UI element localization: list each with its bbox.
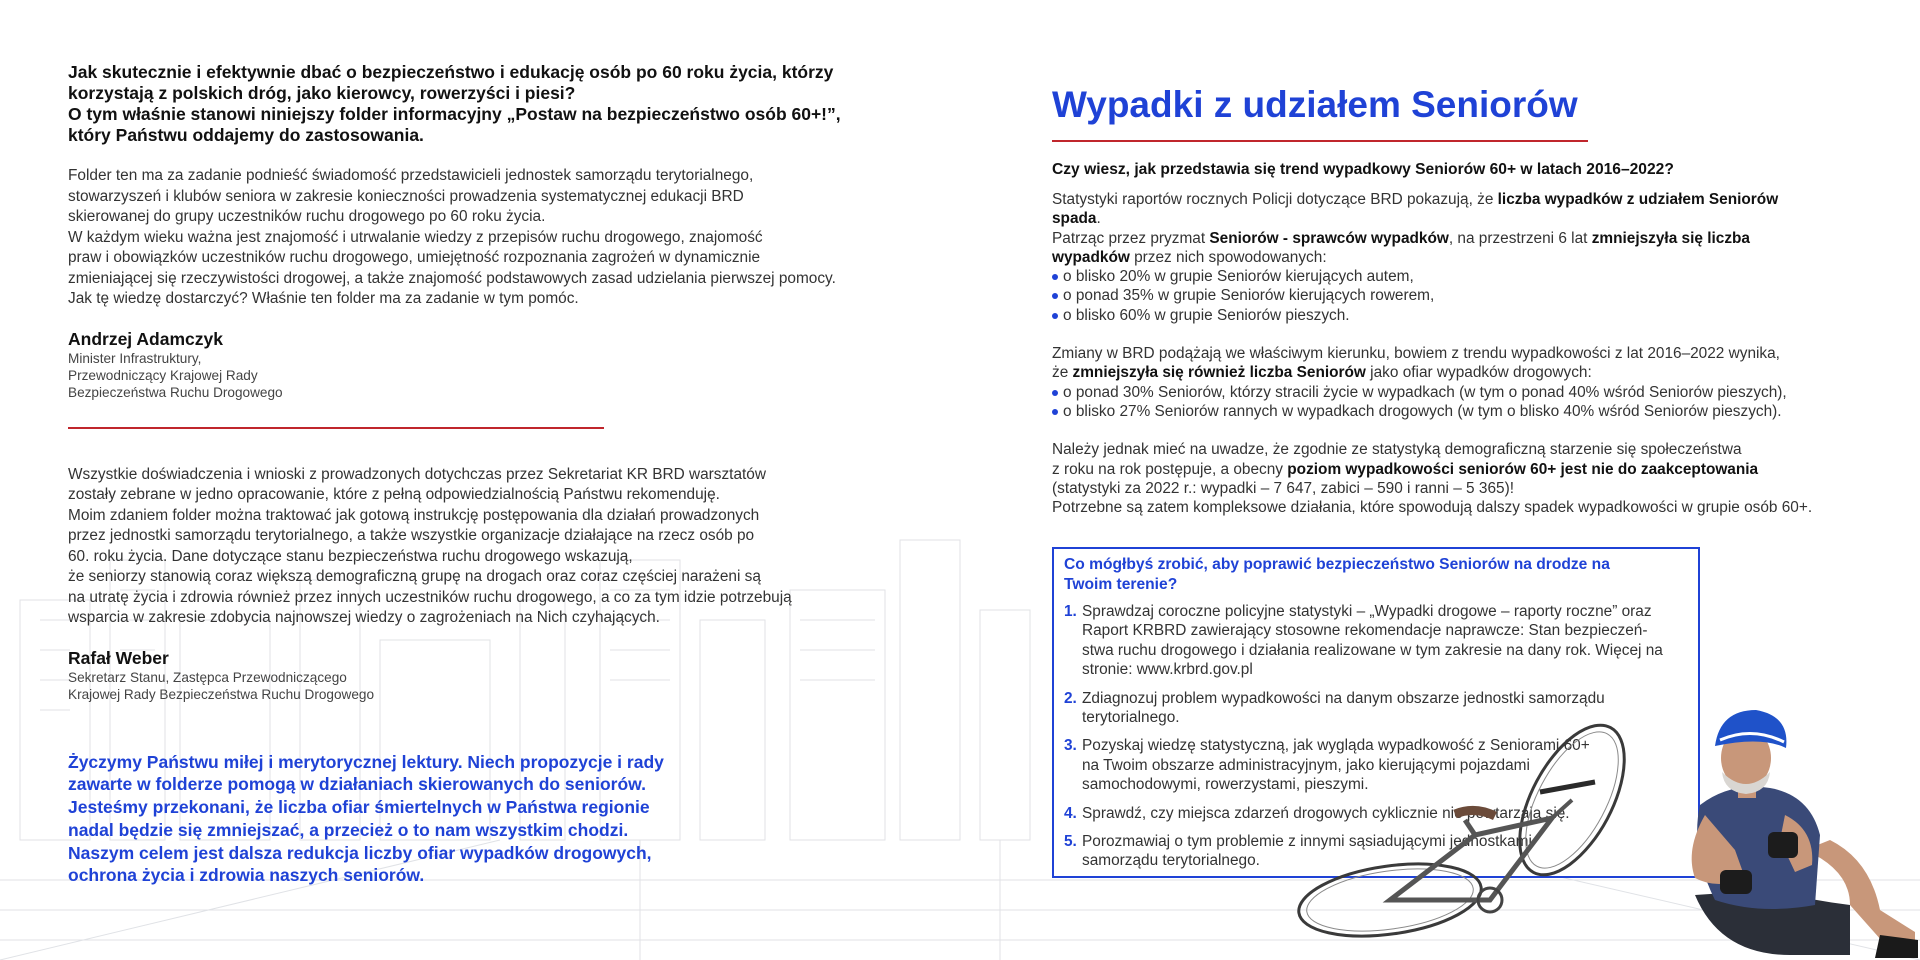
emphasis: liczba wypadków z udziałem Seniorów: [1497, 191, 1779, 208]
signer-title: Sekretarz Stanu, Zastępca Przewodniczącego: [68, 669, 347, 685]
bullet-list-perpetrators: [1052, 267, 1832, 325]
text-line: stronie: www.krbrd.gov.pl: [1082, 661, 1253, 679]
demographics-paragraph: [1052, 440, 1832, 517]
bullet-list-victims: [1052, 383, 1832, 422]
emphasis: poziom wypadkowości seniorów 60+ jest nie do zaakceptowania: [1287, 460, 1759, 478]
text-line: że seniorzy stanowią coraz większą demograficzną grupę na drogach oraz coraz częściej narażeni są: [68, 568, 761, 585]
left-page: [68, 62, 908, 887]
text-line: Moim zdaniem folder można traktować jak gotową instrukcję postępowania dla działań prowadzonych: [68, 506, 760, 524]
text-line: Jak tę wiedzę dostarczyć? Właśnie ten folder ma za zadanie w tym pomóc.: [68, 290, 579, 307]
injured-cyclist-illustration: [1290, 700, 1920, 960]
emphasis: Seniorów - sprawców wypadków: [1209, 229, 1449, 247]
senior-cyclist-figure: [1692, 710, 1918, 958]
wishes-line: Jesteśmy przekonani, że liczba ofiar śmiertelnych w Państwa regionie: [68, 797, 650, 818]
statistics-text: [1052, 190, 1832, 517]
intro-line: który Państwu oddajemy do zastosowania.: [68, 125, 424, 145]
emphasis: zmniejszyła się liczba: [1591, 229, 1750, 247]
text-line: samorządu terytorialnego.: [1082, 852, 1260, 870]
text-line: wsparcia w zakresie zdobycia najnowszej wiedzy o zagrożeniach na Nich czyhających.: [68, 609, 660, 626]
closing-wishes: [68, 751, 748, 888]
text-line: Sprawdź, czy miejsca zdarzeń drogowych cyklicznie nie powtarzają się.: [1082, 804, 1570, 822]
text-line: W każdym wieku ważna jest znajomość i utrwalanie wiedzy z przepisów ruchu drogowego, znajomość: [68, 228, 763, 246]
signature-block-secretary: [68, 647, 908, 703]
text-span: że: [1052, 364, 1073, 382]
paragraph-folder-purpose: [68, 166, 908, 310]
bicycle-icon: [1294, 709, 1646, 947]
text-line: zmieniającej się rzeczywistości drogowej, a także znajomość podstawowych zasad udzielania pierwszej pomocy.: [68, 269, 836, 287]
text-span: Należy jednak mieć na uwadze, że zgodnie ze statystyką demograficzną starzenie się społeczeństwa: [1052, 441, 1742, 459]
text-line: skierowanej do grupy uczestników ruchu drogowego po 60 roku życia.: [68, 208, 546, 225]
text-line: terytorialnego.: [1082, 709, 1180, 727]
intro-line: korzystają z polskich dróg, jako kierowcy, rowerzyści i piesi?: [68, 83, 576, 103]
text-span: przez nich spowodowanych:: [1129, 248, 1327, 266]
text-line: na utratę życia i zdrowia również przez innych uczestników ruchu drogowego, a co za tym idzie potrzebują: [68, 588, 792, 606]
wishes-line: Życzymy Państwu miłej i merytorycznej lektury. Niech propozycje i rady: [68, 751, 664, 772]
text-span: Potrzebne są zatem kompleksowe działania, które spowodują dalszy spadek wypadkowości w grupie osób 60+.: [1052, 499, 1813, 517]
page-title: Wypadki z udziałem Seniorów: [1052, 84, 1578, 125]
text-line: Zdiagnozuj problem wypadkowości na danym obszarze jednostki samorządu: [1082, 689, 1605, 707]
text-span: .: [1096, 210, 1101, 228]
intro-line: Jak skutecznie i efektywnie dbać o bezpieczeństwo i edukację osób po 60 roku życia, którzy: [68, 62, 834, 82]
right-page: [1052, 82, 1832, 517]
text-line: Pozyskaj wiedzę statystyczną, jak wygląda wypadkowość z Seniorami 60+: [1082, 737, 1590, 755]
trend-paragraph: [1052, 344, 1832, 383]
text-span: , na przestrzeni 6 lat: [1448, 229, 1592, 247]
signer-title: Bezpieczeństwa Ruchu Drogowego: [68, 384, 283, 400]
emphasis: spada: [1052, 210, 1097, 228]
text-span: Patrząc przez pryzmat: [1052, 229, 1210, 247]
signature-block-minister: [68, 328, 908, 401]
text-line: 60. roku życia. Dane dotyczące stanu bezpieczeństwa ruchu drogowego wskazują,: [68, 547, 633, 565]
text-span: jako ofiar wypadków drogowych:: [1365, 364, 1592, 382]
item-number: 3.: [1064, 737, 1077, 755]
wishes-line: ochrona życia i zdrowia naszych seniorów.: [68, 865, 425, 886]
emphasis: wypadków: [1052, 248, 1130, 266]
item-number: 1.: [1064, 603, 1077, 620]
section-divider: [68, 427, 604, 429]
signer-title: Krajowej Rady Bezpieczeństwa Ruchu Drogowego: [68, 686, 375, 702]
title-line: Twoim terenie?: [1064, 575, 1178, 593]
text-line: Raport KRBRD zawierający stosowne rekomendacje naprawcze: Stan bezpieczeń-: [1082, 622, 1648, 640]
list-item: o blisko 20% w grupie Seniorów kierujących autem,: [1052, 267, 1832, 286]
text-span: Zmiany w BRD podążają we właściwym kierunku, bowiem z trendu wypadkowości z lat 2016–2022 wynika,: [1052, 345, 1780, 363]
text-line: praw i obowiązków uczestników ruchu drogowego, umiejętność rozpoznania zagrożeń w dynamicznie: [68, 249, 761, 266]
title-line: Co mógłbyś zrobić, aby poprawić bezpieczeństwo Seniorów na drodze na: [1064, 556, 1610, 573]
intro-heading: [68, 62, 908, 146]
intro-line: O tym właśnie stanowi niniejszy folder informacyjny „Postaw na bezpieczeństwo osób 60+!”,: [68, 104, 841, 124]
text-line: na Twoim obszarze administracyjnym, jako kierującymi pojazdami: [1082, 756, 1530, 774]
text-span: Statystyki raportów rocznych Policji dotyczące BRD pokazują, że: [1052, 191, 1498, 208]
signer-title: Minister Infrastruktury,: [68, 350, 202, 366]
text-line: samochodowymi, rowerzystami, pieszymi.: [1082, 776, 1369, 794]
text-line: zostały zebrane w jedno opracowanie, które z pełną odpowiedzialnością Państwu rekomenduję.: [68, 486, 720, 503]
item-number: 2.: [1064, 689, 1077, 707]
text-span: z roku na rok postępuje, a obecny: [1052, 460, 1288, 478]
text-line: Porozmawiaj o tym problemie z innymi sąsiadującymi jednostkami: [1082, 833, 1532, 851]
text-line: stwa ruchu drogowego i działania realizowane w tym zakresie na dany rok. Więcej na: [1082, 641, 1663, 659]
stats-paragraph: [1052, 190, 1832, 267]
list-item: o blisko 27% Seniorów rannych w wypadkach drogowych (w tym o blisko 40% wśród Seniorów pieszych).: [1052, 402, 1832, 421]
signer-name: Andrzej Adamczyk: [68, 328, 223, 349]
paragraph-recommendation: [68, 465, 908, 629]
wishes-line: zawarte w folderze pomogą w działaniach skierowanych do seniorów.: [68, 774, 646, 795]
title-underline: [1052, 140, 1588, 142]
signer-title: Przewodniczący Krajowej Rady: [68, 367, 258, 383]
checklist-title: [1064, 555, 1688, 594]
item-text: [1082, 602, 1688, 680]
checklist-item: [1064, 602, 1688, 680]
wishes-line: nadal będzie się zmniejszać, a przecież o to nam wszystkim chodzi.: [68, 819, 629, 840]
text-span: (statystyki za 2022 r.: wypadki – 7 647, zabici – 590 i ranni – 5 365)!: [1052, 479, 1514, 497]
text-line: Sprawdzaj coroczne policyjne statystyki – „Wypadki drogowe – raporty roczne” oraz: [1082, 603, 1652, 620]
list-item: o blisko 60% w grupie Seniorów pieszych.: [1052, 306, 1832, 325]
emphasis: zmniejszyła się również liczba Seniorów: [1072, 364, 1366, 382]
text-line: Folder ten ma za zadanie podnieść świadomość przedstawicieli jednostek samorządu terytorialnego,: [68, 167, 754, 184]
item-number: 5.: [1064, 833, 1077, 851]
text-line: przez jednostki samorządu terytorialnego, a także wszystkie organizacje działające na rzecz osób po: [68, 527, 755, 544]
text-line: stowarzyszeń i klubów seniora w zakresie konieczności prowadzenia systematycznej edukacji BRD: [68, 187, 744, 205]
text-line: Wszystkie doświadczenia i wnioski z prowadzonych dotychczas przez Sekretariat KR BRD warsztatów: [68, 465, 766, 483]
list-item: o ponad 35% w grupie Seniorów kierujących rowerem,: [1052, 286, 1832, 305]
trend-question: Czy wiesz, jak przedstawia się trend wypadkowy Seniorów 60+ w latach 2016–2022?: [1052, 161, 1674, 178]
wishes-line: Naszym celem jest dalsza redukcja liczby ofiar wypadków drogowych,: [68, 842, 652, 863]
list-item: o ponad 30% Seniorów, którzy stracili życie w wypadkach (w tym o ponad 40% wśród Seniorów pieszych),: [1052, 383, 1832, 402]
signer-name: Rafał Weber: [68, 647, 169, 668]
item-number: 4.: [1064, 804, 1077, 822]
